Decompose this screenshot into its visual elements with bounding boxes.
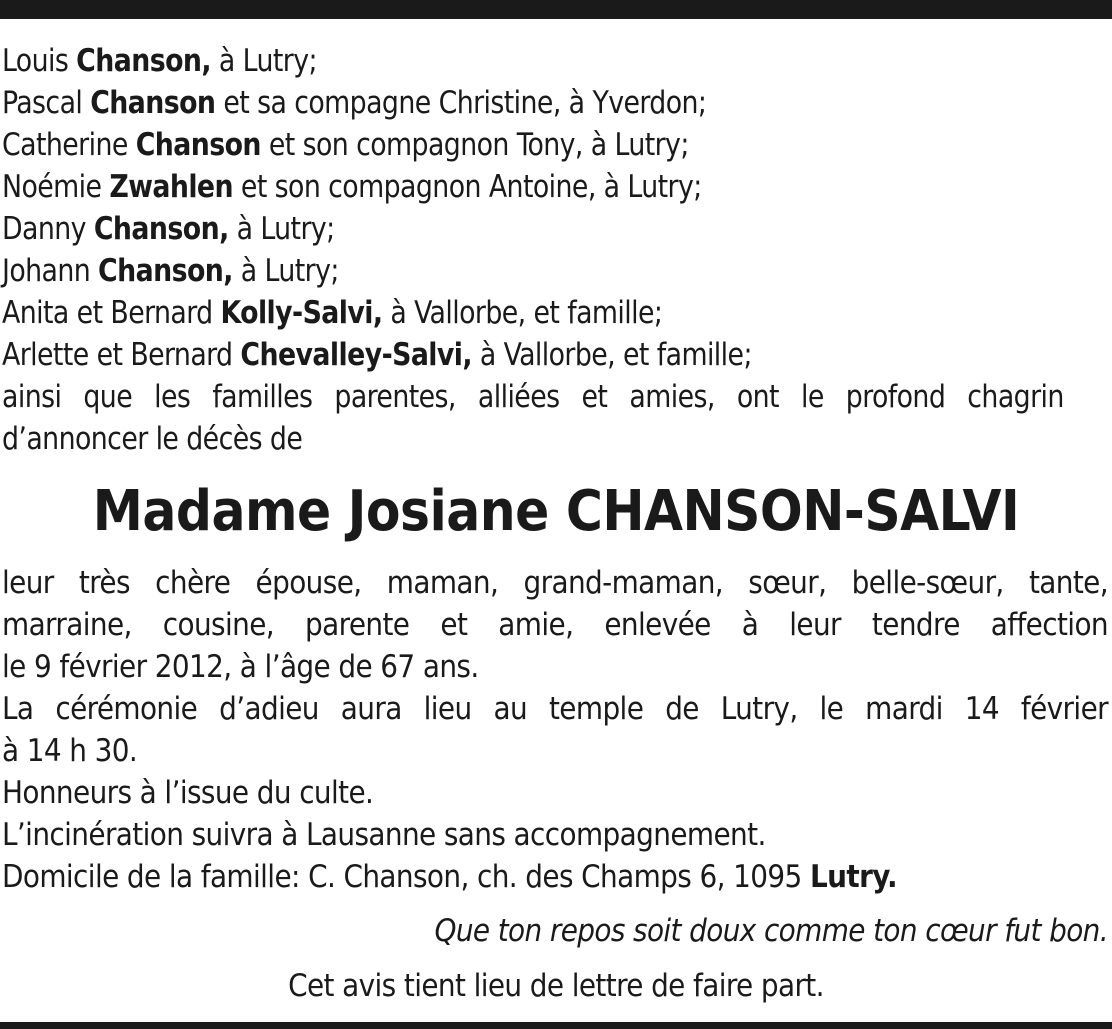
mourner-place: à Lutry; <box>232 253 339 289</box>
mourner-first-name: Noémie <box>2 169 110 205</box>
mourner-surname: Chanson, <box>93 211 229 247</box>
mourner-place: et sa compagne Christine, à Yverdon; <box>215 85 707 121</box>
mourner-line <box>2 292 1064 334</box>
mourner-first-name: Anita et Bernard <box>2 295 221 331</box>
mourner-surname: Chanson <box>90 85 216 121</box>
mourner-line <box>2 334 1064 376</box>
mourner-place: et son compagnon Tony, à Lutry; <box>260 127 689 163</box>
mourner-first-name: Louis <box>2 43 77 79</box>
notice-body <box>2 562 1108 898</box>
mourner-line <box>2 82 1064 124</box>
mourner-line <box>2 166 1064 208</box>
mourner-line <box>2 124 1064 166</box>
mourner-first-name: Arlette et Bernard <box>2 337 241 373</box>
mourner-first-name: Johann <box>2 253 99 289</box>
ceremony-line-1: La cérémonie d’adieu aura lieu au temple de Lutry, le mardi 14 février <box>2 691 1108 727</box>
announcement-line-2: d’annoncer le décès de <box>2 421 303 457</box>
cremation-line: L’incinération suivra à Lausanne sans accompagnement. <box>2 817 766 853</box>
mourner-line <box>2 208 1064 250</box>
description-line-3: le 9 février 2012, à l’âge de 67 ans. <box>2 649 479 685</box>
closing-note: Cet avis tient lieu de lettre de faire part. <box>288 968 824 1004</box>
mourner-place: et son compagnon Antoine, à Lutry; <box>233 169 702 205</box>
honours-line: Honneurs à l’issue du culte. <box>2 775 374 811</box>
announcement-line-1: ainsi que les familles parentes, alliées et amies, ont le profond chagrin <box>2 379 1064 415</box>
mourner-place: à Vallorbe, et famille; <box>382 295 663 331</box>
ceremony-line-2: à 14 h 30. <box>2 733 138 769</box>
mourner-place: à Lutry; <box>210 43 317 79</box>
mourner-surname: Kolly-Salvi, <box>220 295 383 331</box>
mourner-line <box>2 40 1064 82</box>
mourners-list <box>2 40 1064 460</box>
mourner-surname: Chanson, <box>98 253 233 289</box>
deceased-name: Madame Josiane CHANSON-SALVI <box>92 479 1020 544</box>
domicile-line <box>2 856 1108 898</box>
mourner-first-name: Danny <box>2 211 94 247</box>
epitaph: Que ton repos soit doux comme ton cœur fut bon. <box>434 913 1108 949</box>
mourner-place: à Lutry; <box>228 211 335 247</box>
top-rule <box>0 0 1112 19</box>
mourner-surname: Chanson <box>135 127 261 163</box>
mourner-place: à Vallorbe, et famille; <box>471 337 752 373</box>
bottom-rule <box>0 1022 1112 1029</box>
mourner-surname: Chevalley-Salvi, <box>240 337 472 373</box>
mourner-first-name: Pascal <box>2 85 91 121</box>
mourner-surname: Zwahlen <box>109 169 233 205</box>
description-line-1: leur très chère épouse, maman, grand-maman, sœur, belle-sœur, tante, <box>2 565 1108 601</box>
description-line-2: marraine, cousine, parente et amie, enlevée à leur tendre affection <box>2 607 1108 643</box>
mourner-line <box>2 250 1064 292</box>
mourner-first-name: Catherine <box>2 127 136 163</box>
domicile-place: Lutry. <box>809 859 898 895</box>
domicile-address: Domicile de la famille: C. Chanson, ch. des Champs 6, 1095 <box>2 859 810 895</box>
mourner-surname: Chanson, <box>76 43 211 79</box>
